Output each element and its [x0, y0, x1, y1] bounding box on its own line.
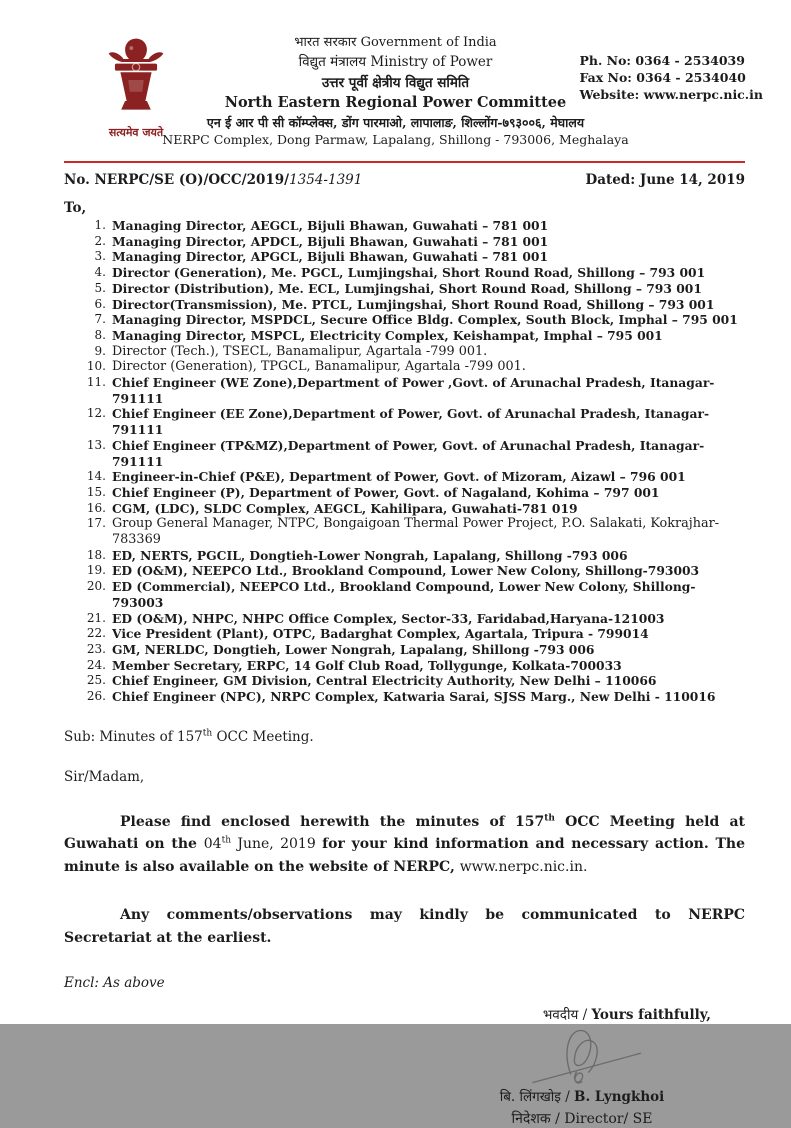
- divider-rule: [64, 161, 745, 163]
- address-line-hindi: एन ई आर पी सी कॉम्प्लेक्स, डोंग पारमाओ, लापालाङ, शिल्लोंग-७९३००६, मेघालय: [206, 114, 585, 130]
- recipient-row: [82, 359, 745, 375]
- recipient-text: Director (Distribution), Me. ECL, Lumjingshai, Short Round Road, Shillong – 793 001: [112, 280, 702, 296]
- recipient-row: [82, 249, 745, 265]
- recipient-text: Director(Transmission), Me. PTCL, Lumjingshai, Short Round Road, Shillong – 793 001: [112, 296, 715, 312]
- recipient-row: [82, 234, 745, 250]
- recipient-row: [82, 312, 745, 328]
- recipient-text: Managing Director, APGCL, Bijuli Bhawan, Guwahati – 781 001: [112, 249, 549, 265]
- recipient-number: 10.: [86, 359, 106, 374]
- recipient-row: [82, 438, 745, 469]
- recipient-text: ED (Commercial), NEEPCO Ltd., Brookland Compound, Lower New Colony, Shillong-793003: [112, 579, 696, 610]
- govt-of-india-line: भारत सरकार Government of India: [294, 35, 497, 50]
- recipient-row: [82, 626, 745, 642]
- recipient-row: [82, 563, 745, 579]
- recipient-row: [82, 689, 745, 705]
- phone-number: Ph. No: 0364 - 2534039: [579, 53, 745, 68]
- recipient-number: 16.: [86, 500, 106, 515]
- signature-block: [457, 1025, 707, 1128]
- recipient-row: [82, 281, 745, 297]
- recipient-text: Director (Generation), TPGCL, Banamalipur, Agartala -799 001.: [112, 359, 526, 375]
- recipient-row: [82, 642, 745, 658]
- recipient-text: Group General Manager, NTPC, Bongaigoan Thermal Power Project, P.O. Salakati, Kokrajhar- 783369: [112, 516, 720, 548]
- recipient-row: [82, 548, 745, 564]
- recipient-number: 7.: [94, 312, 106, 327]
- recipient-text: Chief Engineer (TP&MZ),Department of Power, Govt. of Arunachal Pradesh, Itanagar- 791111: [112, 437, 705, 469]
- recipient-text: Chief Engineer (P), Department of Power, Govt. of Nagaland, Kohima – 797 001: [112, 484, 660, 500]
- fax-number: Fax No: 0364 - 2534040: [579, 70, 746, 85]
- recipient-row: [82, 658, 745, 674]
- recipient-text: Chief Engineer (WE Zone),Department of Power ,Govt. of Arunachal Pradesh, Itanagar- 791111: [112, 375, 715, 406]
- signature-scribble: [512, 1025, 652, 1091]
- recipient-number: 13.: [86, 437, 106, 452]
- recipient-text: Managing Director, APDCL, Bijuli Bhawan, Guwahati – 781 001: [112, 233, 549, 249]
- recipient-text: ED (O&M), NEEPCO Ltd., Brookland Compound, Lower New Colony, Shillong-793003: [112, 563, 700, 579]
- recipient-text: Director (Generation), Me. PGCL, Lumjingshai, Short Round Road, Shillong – 793 001: [112, 265, 706, 281]
- contact-block: [579, 52, 763, 103]
- recipient-number: 6.: [94, 296, 106, 311]
- recipient-number: 12.: [86, 406, 106, 421]
- website-url-text: www.nerpc.nic.in.: [459, 858, 588, 875]
- ministry-line: विद्युत मंत्रालय Ministry of Power: [298, 54, 493, 70]
- recipient-number: 20.: [86, 579, 106, 594]
- recipient-text: Chief Engineer (EE Zone),Department of Power, Govt. of Arunachal Pradesh, Itanagar- 791111: [112, 406, 710, 438]
- recipient-number: 3.: [94, 249, 106, 264]
- to-label: To,: [64, 200, 87, 216]
- recipient-row: [82, 485, 745, 501]
- emblem-caption: सत्यमेव जयते: [108, 126, 164, 139]
- recipient-text: Chief Engineer (NPC), NRPC Complex, Katwaria Sarai, SJSS Marg., New Delhi - 110016: [112, 689, 716, 705]
- recipient-number: 15.: [86, 484, 106, 499]
- recipient-text: ED, NERTS, PGCIL, Dongtieh-Lower Nongrah, Lapalang, Shillong -793 006: [112, 547, 628, 563]
- recipient-row: [82, 406, 745, 437]
- recipient-row: [82, 579, 745, 610]
- committee-line-hindi: उत्तर पूर्वी क्षेत्रीय विद्युत समिति: [321, 74, 470, 91]
- recipient-text: Managing Director, MSPCL, Electricity Complex, Keishampat, Imphal – 795 001: [112, 327, 663, 343]
- recipient-text: CGM, (LDC), SLDC Complex, AEGCL, Kahilipara, Guwahati-781 019: [112, 500, 578, 516]
- recipient-number: 4.: [94, 265, 106, 280]
- recipient-row: [82, 375, 745, 406]
- recipient-number: 17.: [86, 516, 106, 531]
- recipient-number: 18.: [86, 547, 106, 562]
- recipient-text: Managing Director, AEGCL, Bijuli Bhawan, Guwahati – 781 001: [112, 218, 549, 233]
- recipient-number: 5.: [94, 280, 106, 295]
- recipient-row: [82, 265, 745, 281]
- recipient-number: 24.: [86, 657, 106, 672]
- closing-regards: भवदीय / Yours faithfully,: [542, 1007, 711, 1024]
- letter-body: [64, 172, 745, 1128]
- recipient-text: Engineer-in-Chief (P&E), Department of Power, Govt. of Mizoram, Aizawl – 796 001: [112, 469, 686, 485]
- address-line-english: NERPC Complex, Dong Parmaw, Lapalang, Shillong - 793006, Meghalaya: [162, 132, 629, 147]
- recipient-number: 1.: [94, 218, 106, 232]
- recipient-number: 9.: [94, 343, 106, 358]
- recipient-row: [82, 469, 745, 485]
- letterhead: [0, 0, 791, 160]
- recipient-text: ED (O&M), NHPC, NHPC Office Complex, Sector-33, Faridabad,Haryana-121003: [112, 610, 665, 626]
- recipient-row: [82, 328, 745, 344]
- recipient-text: Chief Engineer, GM Division, Central Electricity Authority, New Delhi – 110066: [112, 673, 657, 689]
- recipient-row: [82, 344, 745, 360]
- recipient-number: 23.: [86, 641, 106, 656]
- website-line: Website: www.nerpc.nic.in: [579, 87, 763, 102]
- salutation: Sir/Madam,: [64, 768, 145, 785]
- signatory-designation: निदेशक / Director/ SE: [511, 1111, 653, 1128]
- recipient-number: 26.: [86, 689, 106, 704]
- reference-row: [64, 172, 745, 188]
- recipient-row: [82, 297, 745, 313]
- recipient-text: GM, NERLDC, Dongtieh, Lower Nongrah, Lapalang, Shillong -793 006: [112, 641, 595, 657]
- recipient-number: 19.: [86, 563, 106, 578]
- recipient-number: 11.: [86, 375, 106, 390]
- body-paragraph-1: Please find enclosed herewith the minutes of 157th OCC Meeting held at Guwahati on the 04th June, 2019 for your kind information and necessary action. The minute is also available on the website of NERPC, www.nerpc.nic.in.: [64, 813, 746, 875]
- recipient-row: [82, 516, 745, 547]
- recipient-text: Director (Tech.), TSECL, Banamalipur, Agartala -799 001.: [112, 343, 488, 359]
- committee-line-english: North Eastern Regional Power Committee: [224, 94, 567, 111]
- recipient-row: [82, 501, 745, 517]
- recipient-number: 22.: [86, 626, 106, 641]
- ref-serial: 1354-1391: [289, 172, 363, 188]
- recipient-number: 8.: [94, 327, 106, 342]
- recipient-number: 21.: [86, 610, 106, 625]
- recipient-text: Vice President (Plant), OTPC, Badarghat Complex, Agartala, Tripura - 799014: [112, 626, 649, 642]
- body-paragraph-2: Any comments/observations may kindly be communicated to NERPC Secretariat at the earliest.: [64, 907, 745, 946]
- recipient-text: Member Secretary, ERPC, 14 Golf Club Road, Tollygunge, Kolkata-700033: [112, 657, 622, 673]
- recipient-number: 2.: [94, 233, 106, 248]
- recipient-number: 25.: [86, 673, 106, 688]
- enclosure-note: Encl: As above: [64, 975, 165, 992]
- recipient-row: [82, 611, 745, 627]
- recipient-row: [82, 218, 745, 234]
- recipient-number: 14.: [86, 469, 106, 484]
- signatory-name: बि. लिंगखोइ / B. Lyngkhoi: [499, 1089, 665, 1106]
- recipient-text: Managing Director, MSPDCL, Secure Office Bldg. Complex, South Block, Imphal – 795 001: [112, 312, 738, 328]
- ref-date: Dated: June 14, 2019: [585, 172, 745, 188]
- recipient-list: [82, 218, 745, 705]
- ref-number: No. NERPC/SE (O)/OCC/2019/1354-1391: [64, 172, 363, 188]
- subject-line: Sub: Minutes of 157th OCC Meeting.: [64, 728, 314, 745]
- recipient-row: [82, 673, 745, 689]
